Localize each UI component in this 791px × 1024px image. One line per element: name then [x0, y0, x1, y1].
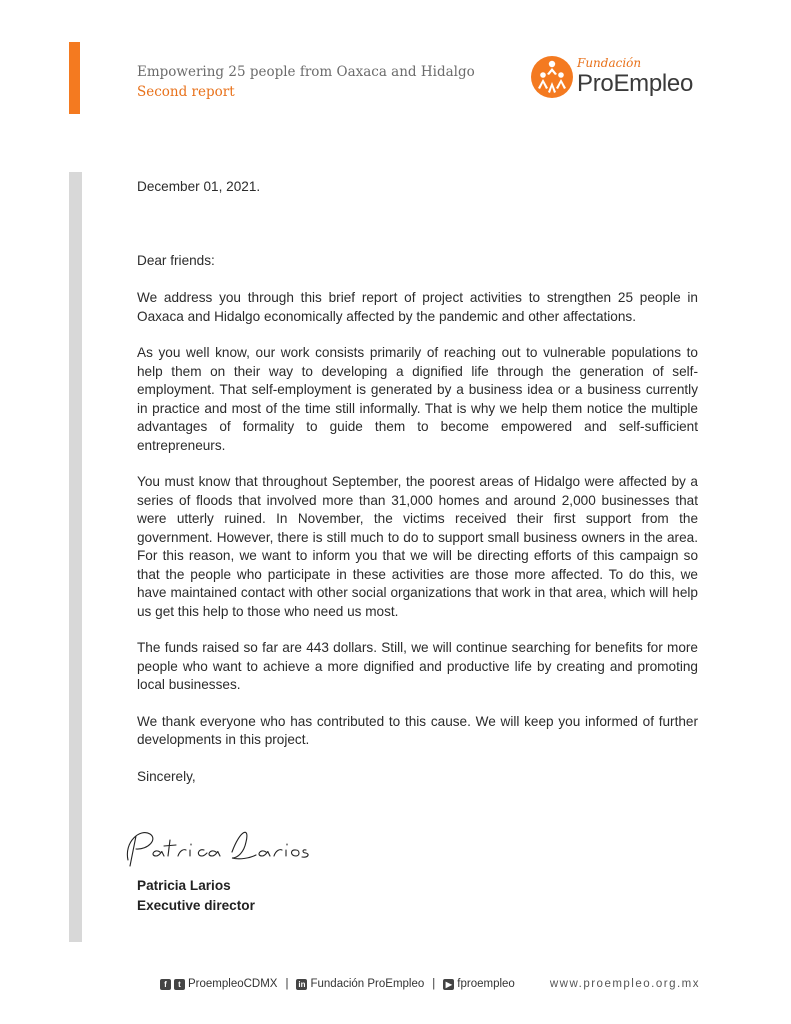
letter-greeting: Dear friends: — [137, 252, 215, 268]
facebook-icon[interactable]: f — [160, 979, 171, 990]
report-subtitle: Second report — [137, 84, 235, 100]
signer-role: Executive director — [137, 898, 255, 913]
footer — [160, 974, 700, 994]
accent-bar — [69, 42, 80, 114]
twitter-icon[interactable]: t — [174, 979, 185, 990]
logo-proempleo-text: ProEmpleo — [577, 70, 694, 97]
report-title: Empowering 25 people from Oaxaca and Hidalgo — [137, 64, 475, 80]
social-handle-linkedin[interactable]: Fundación ProEmpleo — [310, 978, 425, 990]
separator: | — [432, 978, 436, 990]
website-link[interactable]: www.proempleo.org.mx — [549, 978, 700, 990]
paragraph: As you well know, our work consists primarily of reaching out to vulnerable populations to help them on their way to developing a dignified life through the generation of self-employment. That self-employment is generated by a business idea or a business currently in practice and most of the time still informally. That is why we help them notice the multiple advantages of formality to guide them to become empowered and self-sufficient entrepreneurs. — [137, 345, 698, 453]
proempleo-logo — [530, 50, 700, 106]
paragraph: You must know that throughout September, the poorest areas of Hidalgo were affected by a series of floods that involved more than 31,000 homes and around 2,000 businesses that were utterly ruined. In November, the victims received their first support from the government. However, there is still much to do to support small business owners in the area. For this reason, we want to inform you that we will be directing efforts of this campaign so that the people who participate in these activities are those more affected. To do this, we have maintained contact with other social organizations that work in that area, which will help us get this help to those who need us most. — [137, 474, 698, 619]
youtube-icon[interactable]: ▶ — [443, 979, 454, 990]
paragraph: We thank everyone who has contributed to this cause. We will keep you informed of further developments in this project. — [137, 713, 698, 747]
social-handle-youtube[interactable]: fproempleo — [457, 978, 515, 990]
paragraph: The funds raised so far are 443 dollars. Still, we will continue searching for benefits for more people who want to achieve a more dignified and productive life by creating and promoting local businesses. — [137, 640, 698, 692]
logo-people-icon — [530, 52, 574, 102]
paragraph: We address you through this brief report of project activities to strengthen 25 people in Oaxaca and Hidalgo economically affected by the pandemic and other affectations. — [137, 290, 698, 324]
linkedin-icon[interactable]: in — [298, 979, 306, 989]
social-handle-cdmx[interactable]: ProempleoCDMX — [188, 978, 278, 990]
signer-name: Patricia Larios — [137, 878, 231, 893]
separator: | — [285, 978, 289, 990]
logo-fundacion-text: Fundación — [577, 56, 642, 70]
side-bar — [69, 172, 82, 942]
letter-date: December 01, 2021. — [137, 179, 261, 194]
handwritten-signature — [120, 822, 310, 872]
letter-body — [137, 178, 698, 786]
letter-closing: Sincerely, — [137, 768, 196, 784]
